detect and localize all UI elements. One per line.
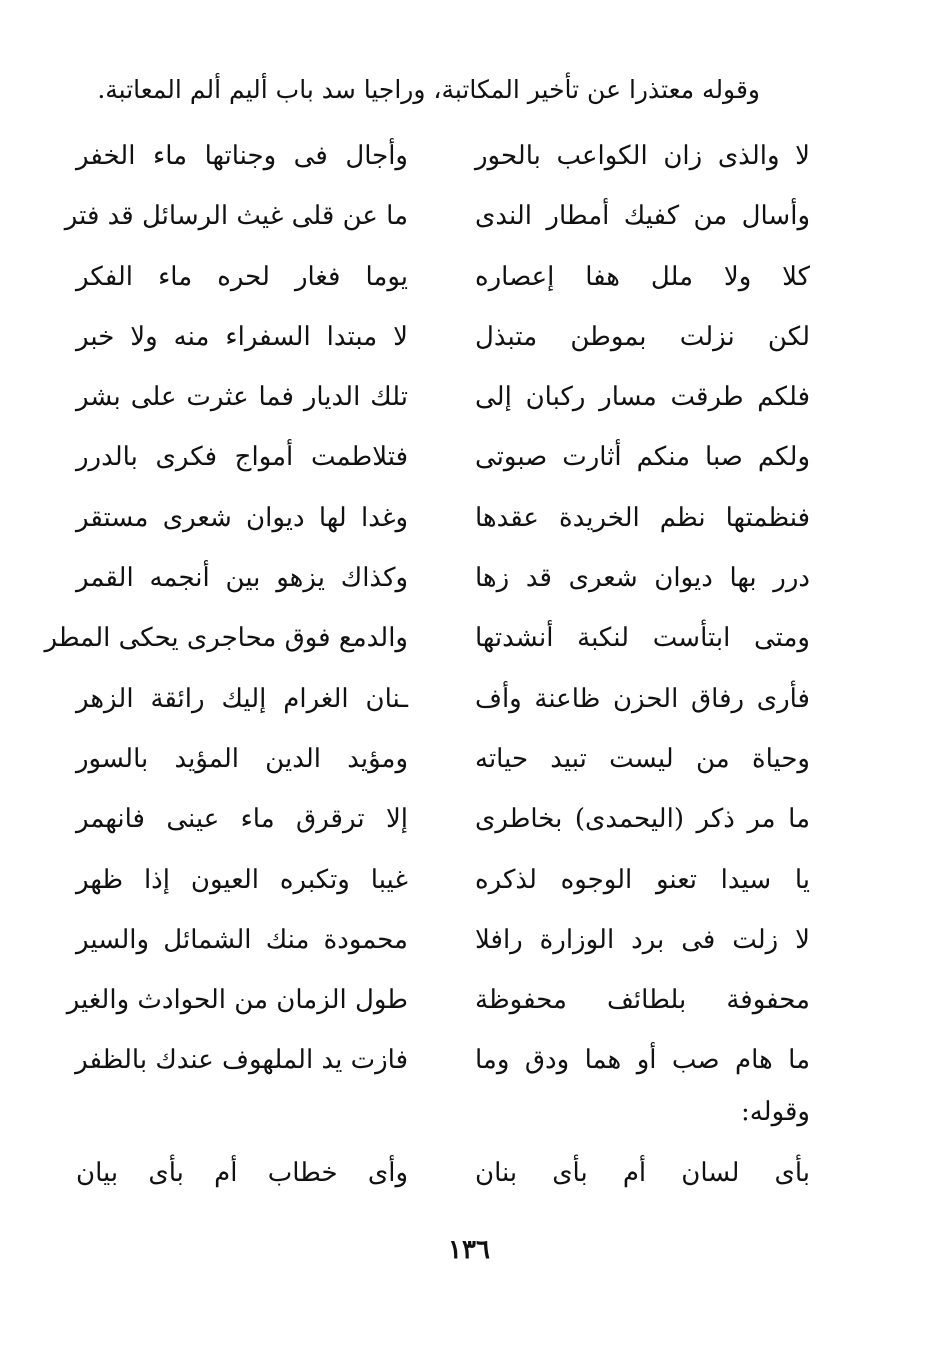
verse-second-hemistich: ما عن قلى غيث الرسائل قد فتر	[64, 201, 408, 232]
verse-first-hemistich: كلا ولا ملل هفا إعصاره	[475, 261, 810, 292]
verse-second-hemistich: وكذاك يزهو بين أنجمه القمر	[76, 563, 408, 594]
verse-second-hemistich: فازت يد الملهوف عندك بالظفر	[75, 1045, 408, 1076]
verse	[0, 369, 938, 429]
verse	[0, 610, 938, 670]
verse-second-hemistich: وأجال فى وجناتها ماء الخفر	[76, 141, 408, 171]
verse-first-hemistich: بأى لسان أم بأى بنان	[475, 1158, 810, 1188]
verse-first-hemistich: لكن نزلت بموطن متبذل	[475, 321, 810, 352]
verse	[0, 972, 938, 1032]
verse-first-hemistich: وحياة من ليست تبيد حياته	[475, 743, 810, 774]
verse	[0, 1032, 938, 1092]
verse-first-hemistich: درر بها ديوان شعرى قد زها	[475, 563, 810, 594]
verse	[0, 731, 938, 791]
verse-second-hemistich: محمودة منك الشمائل والسير	[76, 924, 408, 955]
verse	[0, 429, 938, 489]
verse-second-hemistich: والدمع فوق محاجرى يحكى المطر	[44, 623, 408, 654]
verse	[0, 128, 938, 188]
verse-first-hemistich: ولكم صبا منكم أثارت صبوتى	[475, 442, 810, 473]
verse-first-hemistich: فلكم طرقت مسار ركبان إلى	[475, 382, 810, 413]
verse-second-hemistich: لا مبتدا السفراء منه ولا خبر	[76, 321, 408, 352]
verse	[0, 550, 938, 610]
verse-first-hemistich: فنظمتها نظم الخريدة عقدها	[475, 502, 810, 533]
verse-first-hemistich: وأسال من كفيك أمطار الندى	[475, 201, 810, 232]
verse-second-hemistich: فتلاطمت أمواج فكرى بالدرر	[76, 442, 408, 473]
verse-first-hemistich: ما هام صب أو هما ودق وما	[475, 1045, 810, 1076]
verse	[0, 309, 938, 369]
verse-second-hemistich: غيبا وتكبره العيون إذا ظهر	[76, 864, 408, 895]
verse-second-hemistich: تلك الديار فما عثرت على بشر	[76, 382, 408, 413]
verse	[0, 249, 938, 309]
verse-second-hemistich: يوما فغار لحره ماء الفكر	[76, 261, 408, 292]
verse	[0, 490, 938, 550]
verse-first-hemistich: لا والذى زان الكواعب بالحور	[475, 141, 810, 171]
verse-second-hemistich: طول الزمان من الحوادث والغير	[66, 985, 408, 1016]
verse-first-hemistich: لا زلت فى برد الوزارة رافلا	[475, 924, 810, 955]
verse-first-hemistich: فأرى رفاق الحزن ظاعنة وأف	[475, 683, 810, 714]
verse-second-hemistich: ـنان الغرام إليك رائقة الزهر	[76, 683, 408, 714]
page-number: ١٣٦	[448, 1235, 490, 1265]
verse	[0, 852, 938, 912]
verse-second-hemistich: وأى خطاب أم بأى بيان	[76, 1158, 408, 1188]
poem-heading: وقوله معتذرا عن تأخير المكاتبة، وراجيا سد باب أليم ألم المعاتبة.	[97, 75, 760, 104]
verse	[0, 671, 938, 731]
verse	[0, 912, 938, 972]
poem	[0, 128, 938, 1093]
verse-first-hemistich: ما مر ذكر (اليحمدى) بخاطرى	[475, 804, 810, 835]
verse-second-hemistich: ومؤيد الدين المؤيد بالسور	[76, 743, 408, 774]
second-poem-intro: وقوله:	[740, 1097, 810, 1127]
verse-second-hemistich: إلا ترقرق ماء عينى فانهمر	[76, 804, 408, 835]
verse-second-hemistich: وغدا لها ديوان شعرى مستقر	[76, 502, 408, 533]
verse	[0, 791, 938, 851]
verse	[0, 188, 938, 248]
verse-first-hemistich: محفوفة بلطائف محفوظة	[475, 985, 810, 1016]
verse	[0, 1145, 938, 1205]
verse-first-hemistich: يا سيدا تعنو الوجوه لذكره	[475, 864, 810, 895]
verse-first-hemistich: ومتى ابتأست لنكبة أنشدتها	[475, 623, 810, 654]
